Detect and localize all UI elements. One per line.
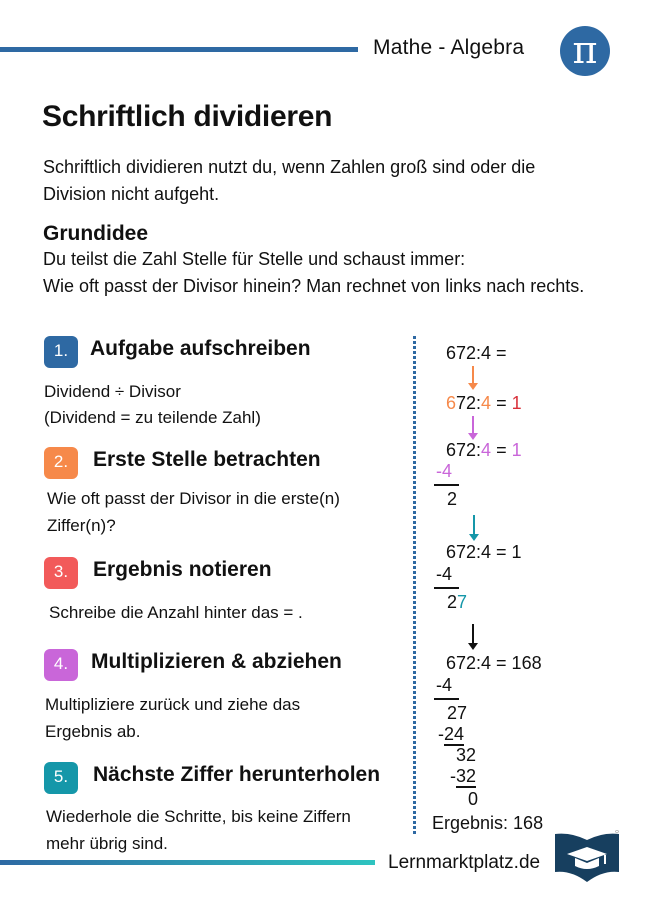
step-text: Multipliziere zurück und ziehe das: [45, 695, 301, 714]
step-text: (Dividend = zu teilende Zahl): [44, 408, 261, 427]
step-badge: 4.: [44, 649, 78, 681]
header-rule: [0, 47, 358, 52]
grundidee-line-2: Wie oft passt der Divisor hinein? Man rechnet von links nach rechts.: [43, 276, 585, 296]
example-step-5: 672:4 = 168: [446, 653, 542, 673]
example-step-3: [446, 440, 522, 461]
subtraction-line: [434, 484, 459, 486]
divisor: 4: [481, 440, 492, 460]
first-digit: 6: [446, 393, 457, 413]
remainder: 32: [456, 745, 477, 765]
remainder: 27: [447, 703, 468, 723]
step-badge: 2.: [44, 447, 78, 479]
subject-label: Mathe - Algebra: [373, 36, 525, 59]
remainder: [447, 592, 467, 613]
example-step-2: [446, 393, 522, 414]
subtrahend: -4: [436, 461, 453, 481]
brand-name: Lernmarktplatz.de: [388, 852, 541, 873]
step-text: Ergebnis ab.: [45, 722, 141, 741]
step-text: Ziffer(n)?: [47, 516, 116, 535]
example-step-1: 672:4 =: [446, 343, 507, 363]
digits: 24: [444, 724, 465, 744]
book-graduation-cap-icon: [555, 830, 619, 884]
step-text: Wie oft passt der Divisor in die erste(n): [47, 489, 340, 508]
arrow-down-icon: [472, 416, 474, 438]
divisor: 4: [481, 393, 492, 413]
minus: -: [450, 766, 456, 786]
pi-icon: π: [560, 26, 610, 76]
step-badge: 5.: [44, 762, 78, 794]
page-title: Schriftlich dividieren: [42, 100, 333, 133]
footer-rule: [0, 860, 375, 865]
grundidee-line-1: Du teilst die Zahl Stelle für Stelle und schaust immer:: [43, 249, 466, 269]
step-text: mehr übrig sind.: [46, 834, 168, 853]
intro-text: Schriftlich dividieren nutzt du, wenn Zahlen groß sind oder die Division nicht aufgeht.: [43, 157, 536, 204]
grundidee-heading: Grundidee: [43, 222, 149, 245]
step-title: Aufgabe aufschreiben: [90, 337, 311, 360]
dotted-divider: [413, 336, 416, 836]
example-step-4: 672:4 = 1: [446, 542, 522, 562]
subtrahend: [450, 766, 476, 787]
equals: =: [491, 393, 512, 413]
step-title: Multiplizieren & abziehen: [91, 650, 342, 673]
step-badge: 1.: [44, 336, 78, 368]
step-text: Wiederhole die Schritte, bis keine Ziffern: [46, 807, 351, 826]
digits: 672:: [446, 440, 482, 460]
quotient-digit: 1: [511, 440, 522, 460]
arrow-down-icon: [472, 366, 474, 388]
arrow-down-icon: [472, 624, 474, 648]
digits: 32: [456, 766, 477, 786]
subtraction-line: [434, 698, 459, 700]
equals: =: [491, 440, 512, 460]
final-remainder: 0: [468, 789, 479, 809]
grundidee-text: [43, 246, 603, 300]
step-title: Nächste Ziffer herunterholen: [93, 763, 381, 786]
minus: -: [438, 724, 444, 744]
remainder-digit: 2: [447, 592, 458, 612]
step-title: Ergebnis notieren: [93, 558, 272, 581]
subtrahend: [438, 724, 464, 745]
step-title: Erste Stelle betrachten: [93, 448, 321, 471]
subtrahend: -4: [436, 675, 453, 695]
subtrahend: -4: [436, 564, 453, 584]
quotient-digit: 1: [511, 393, 522, 413]
step-badge: 3.: [44, 557, 78, 589]
remainder: 2: [447, 489, 458, 509]
step-text: Dividend ÷ Divisor: [44, 382, 181, 401]
digits: 72:: [456, 393, 482, 413]
arrow-down-icon: [473, 515, 475, 539]
brought-down-digit: 7: [457, 592, 468, 612]
subtraction-line: [434, 587, 459, 589]
result-label: Ergebnis: 168: [432, 813, 544, 833]
step-text: Schreibe die Anzahl hinter das = .: [49, 603, 303, 622]
